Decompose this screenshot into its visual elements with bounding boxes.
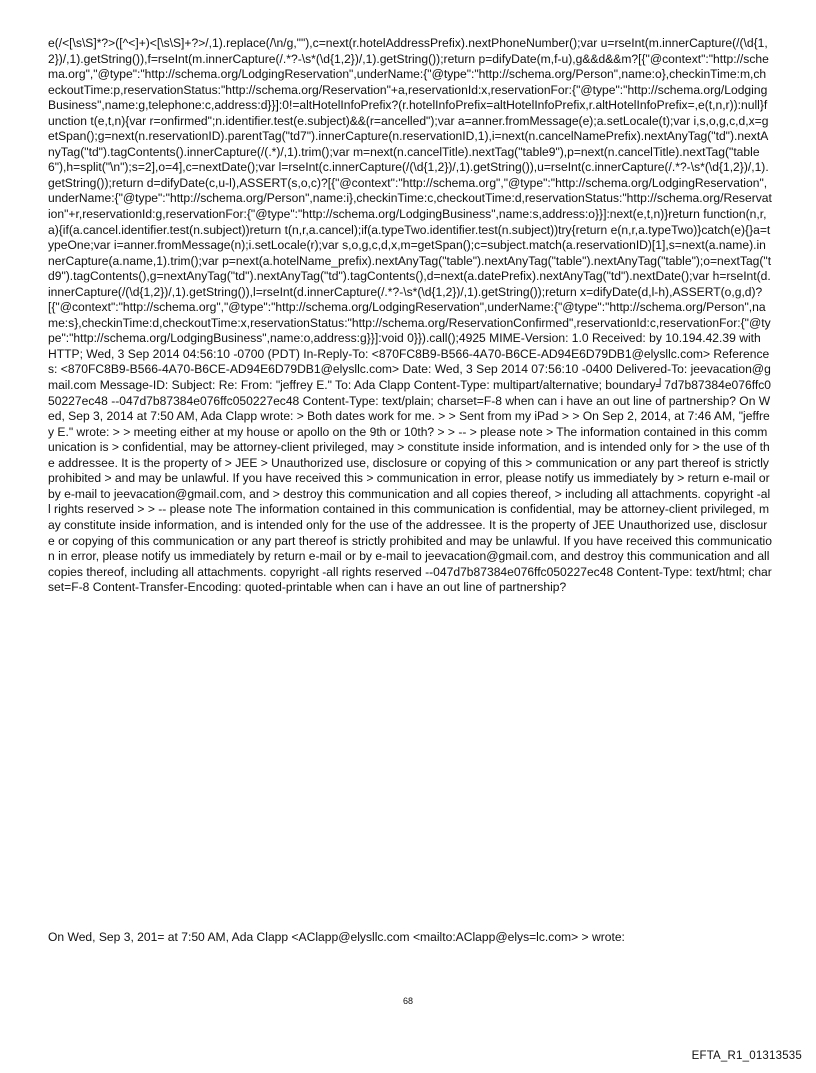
page-number: 68 (402, 996, 413, 1006)
bates-number: EFTA_R1_01313535 (691, 1050, 802, 1062)
document-body-text: e(/<[\s\S]*?>([^<]+)<[\s\S]+?>/,1).replace(/\n/g,""),c=next(r.hotelAddressPrefix).nextPhoneNumber();var u=rseInt(m.innerCapture(/(\d{1,2})/,1).getString()),f=rseInt(m.innerCapture(/.*?-\s*(\d{1,2})/,1).getString());return p=difyDate(m,f-u),g&&d&&m?[{"@context":"http://schema.org","@type":"http://schema.org/LodgingReservation",underName:{"@type":"http://schema.org/Person",name:o},checkinTime:m,checkoutTime:p,reservationStatus:"http://schema.org/Reservation"+a,reservationId:x,reservationFor:{"@type":"http://schema.org/LodgingBusiness",name:g,telephone:c,address:d}}]:0!=altHotelInfoPrefix?(r.hotelInfoPrefix=altHotelInfoPrefix,r.altHotelInfoPrefix=,e(t,n,r)):null}function t(e,t,n){var r=onfirmed";n.identifier.test(e.subject)&&(r=ancelled");var a=anner.fromMessage(e);a.setLocale(t);var i,s,o,g,c,d,x=getSpan();g=next(n.reservationID).parentTag("td7").innerCapture(n.reservationID,1),i=next(n.cancelNamePrefix).nextAnyTag("td").nextAnyTag("td").tagContents().innerCapture(/(.*)/,1).trim();var m=next(n.cancelTitle).nextTag("table9"),p=next(n.cancelTitle).nextTag("table6"),h=split("\n");s=2],o=4],c=nextDate();var l=rseInt(c.innerCapture(/(\d{1,2})/,1).getString()),u=rseInt(c.innerCapture(/.*?-\s*(\d{1,2})/,1).getString());return d=difyDate(c,u-l),ASSERT(s,o,c)?[{"@context":"http://schema.org","@type":"http://schema.org/LodgingReservation",underName:{"@type":"http://schema.org/Person",name:i},checkinTime:c,checkoutTime:d,reservationStatus:"http://schema.org/Reservation"+r,reservationId:g,reservationFor:{"@type":"http://schema.org/LodgingBusiness",name:s,address:o}}]:next(e,t,n)}return function(n,r,a){if(a.cancel.identifier.test(n.subject))return t(n,r,a.cancel);if(a.typeTwo.identifier.test(n.subject))try{return e(n,r,a.typeTwo)}catch(e){}a=typeOne;var i=anner.fromMessage(n);i.setLocale(r);var s,o,g,c,d,x,m=getSpan();c=subject.match(a.reservationID)[1],s=next(a.name).innerCapture(a.name,1).trim();var p=next(a.hotelName_prefix).nextAnyTag("table").nextAnyTag("table").nextAnyTag("table");o=nextTag("td9").tagContents(),g=nextAnyTag("td").nextAnyTag("td").tagContents(),d=next(a.datePrefix).nextAnyTag("td").nextDate();var h=rseInt(d.innerCapture(/(\d{1,2})/,1).getString()),l=rseInt(d.innerCapture(/.*?-\s*(\d{1,2})/,1).getString());return x=difyDate(d,l-h),ASSERT(o,g,d)?[{"@context":"http://schema.org","@type":"http://schema.org/LodgingReservation",underName:{"@type":"http://schema.org/Person",name:s},checkinTime:d,checkoutTime:x,reservationStatus:"http://schema.org/ReservationConfirmed",reservationId:c,reservationFor:{"@type":"http://schema.org/LodgingBusiness",name:o,address:g}}]:void 0}}).call();4925 MIME-Version: 1.0 Received: by 10.194.42.39 with HTTP; Wed, 3 Sep 2014 04:56:10 -0700 (PDT) In-Reply-To: <870FC8B9-B566-4A70-B6CE-AD94E6D79DB1@elysllc.com> References: <870FC8B9-B566-4A70-B6CE-AD94E6D79DB1@elysllc.com> Date: Wed, 3 Sep 2014 07:56:10 -0400 Delivered-To: jeevacation@gmail.com Message-ID: Subject: Re: From: "jeffrey E." To: Ada Clapp Content-Type: multipart/alternative; boundary╛7d7b87384e076ffc050227ec48 --047d7b87384e076ffc050227ec48 Content-Type: text/plain; charset=F-8 when can i have an out line of partnership? On Wed, Sep 3, 2014 at 7:50 AM, Ada Clapp wrote: > Both dates work for me. > > Sent from my iPad > > On Sep 2, 2014, at 7:46 AM, "jeffrey E." wrote: > > meeting either at my house or apollo on the 9th or 10th? > > -- > please note > The information contained in this communication is > confidential, may be attorney-client privileged, may > constitute inside information, and is intended only for > the use of the addressee. It is the property of > JEE > Unauthorized use, disclosure or copying of this > communication or any part thereof is strictly prohibited > and may be unlawful. If you have received this > communication in error, please notify us immediately by > return e-mail or by e-mail to jeevacation@gmail.com, and > destroy this communication and all copies thereof, > including all attachments. copyright -all rights reserved > > -- please note The information contained in this communication is confidential, may be attorney-client privileged, may constitute inside information, and is intended only for the use of the addressee. It is the property of JEE Unauthorized use, disclosure or copying of this communication or any part thereof is strictly prohibited and may be unlawful. If you have received this communication in error, please notify us immediately by return e-mail or by e-mail to jeevacation@gmail.com, and destroy this communication and all copies thereof, including all attachments. copyright -all rights reserved --047d7b87384e076ffc050227ec48 Content-Type: text/html; charset=F-8 Content-Transfer-Encoding: quoted-printable when can i have an out line of partnership? (48, 36, 772, 595)
email-reply-line: On Wed, Sep 3, 201= at 7:50 AM, Ada Clapp <AClapp@elysllc.com <mailto:AClapp@elys=lc.com> > wrote: (48, 930, 625, 944)
